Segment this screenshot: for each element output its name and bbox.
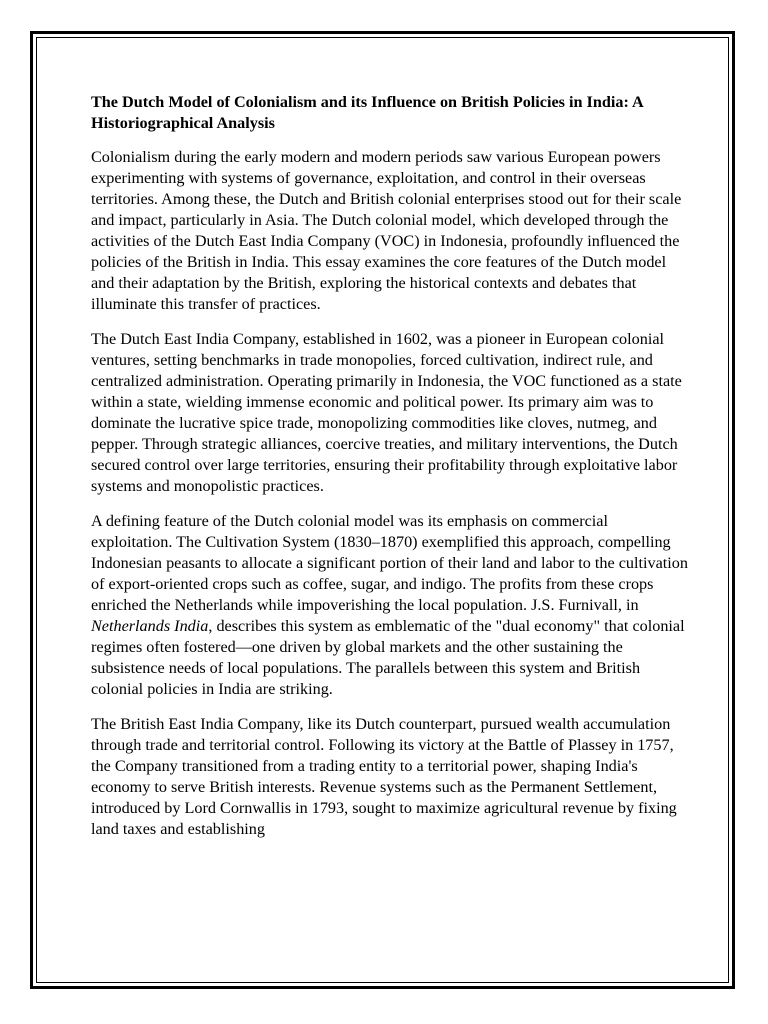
document-body <box>91 92 691 854</box>
paragraph-3 <box>91 511 691 700</box>
paragraph-2: The Dutch East India Company, established in 1602, was a pioneer in European colonial ventures, setting benchmarks in trade monopolies, forced cultivation, indirect rule, and centralized administration. Operating primarily in Indonesia, the VOC functioned as a state within a state, wielding immense economic and political power. Its primary aim was to dominate the lucrative spice trade, monopolizing commodities like cloves, nutmeg, and pepper. Through strategic alliances, coercive treaties, and military interventions, the Dutch secured control over large territories, ensuring their profitability through exploitative labor systems and monopolistic practices. <box>91 330 682 495</box>
paragraph-4: The British East India Company, like its Dutch counterpart, pursued wealth accumulation through trade and territorial control. Following its victory at the Battle of Plassey in 1757, the Company transitioned from a trading entity to a territorial power, shaping India's economy to serve British interests. Revenue systems such as the Permanent Settlement, introduced by Lord Cornwallis in 1793, sought to maximize agricultural revenue by fixing land taxes and establishing <box>91 715 677 838</box>
paragraph-1: Colonialism during the early modern and modern periods saw various European powers experimenting with systems of governance, exploitation, and control in their overseas territories. Among these, the Dutch and British colonial enterprises stood out for their scale and impact, particularly in Asia. The Dutch colonial model, which developed through the activities of the Dutch East India Company (VOC) in Indonesia, profoundly influenced the policies of the British in India. This essay examines the core features of the Dutch model and their adaptation by the British, exploring the historical contexts and debates that illuminate this transfer of practices. <box>91 148 682 313</box>
document-title: The Dutch Model of Colonialism and its Influence on British Policies in India: A Historiographical Analysis <box>91 93 643 132</box>
paragraph-3-text-after: , describes this system as emblematic of the "dual economy" that colonial regimes often fostered—one driven by global markets and the other sustaining the subsistence needs of local populations. The parallels between this system and British colonial policies in India are striking. <box>91 617 685 698</box>
paragraph-3-text-before: A defining feature of the Dutch colonial model was its emphasis on commercial exploitation. The Cultivation System (1830–1870) exemplified this approach, compelling Indonesian peasants to allocate a significant portion of their land and labor to the cultivation of export-oriented crops such as coffee, sugar, and indigo. The profits from these crops enriched the Netherlands while impoverishing the local population. J.S. Furnivall, in <box>91 512 688 614</box>
book-title-italic: Netherlands India <box>91 617 209 635</box>
